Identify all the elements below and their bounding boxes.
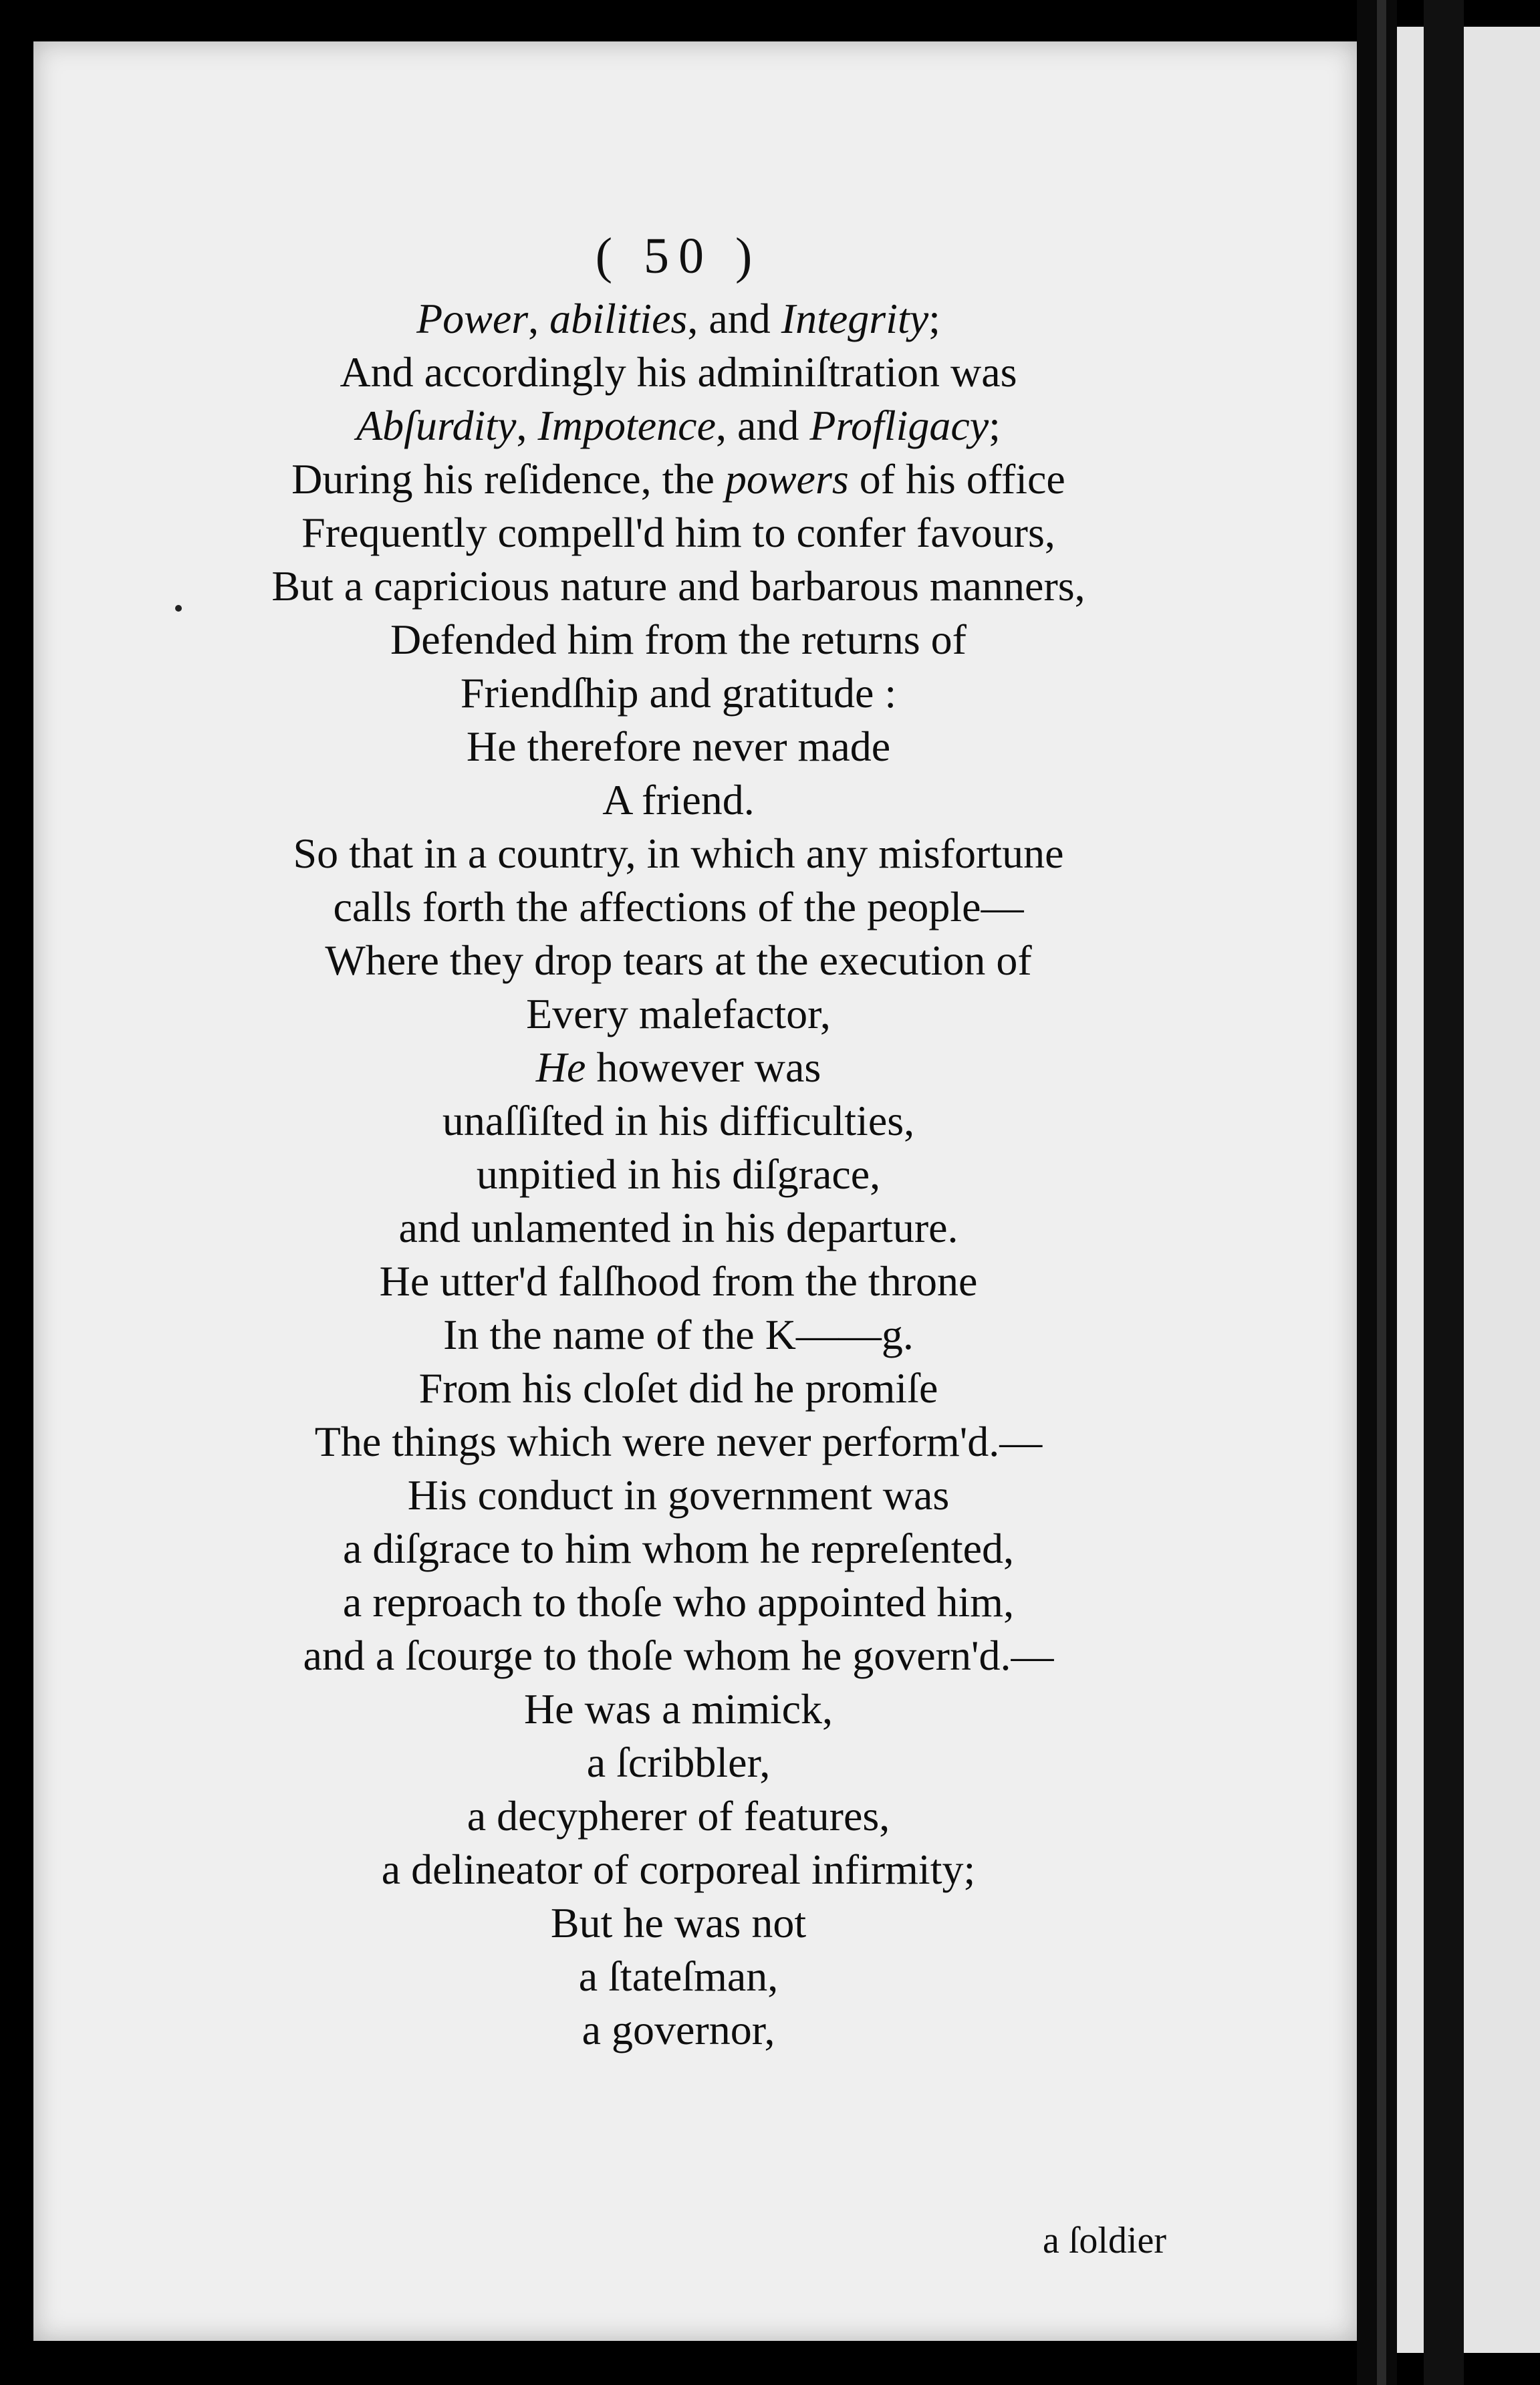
italic-text: Integrity bbox=[781, 295, 929, 342]
italic-text: Impotence bbox=[537, 402, 716, 449]
text-line bbox=[0, 1257, 1357, 1305]
text-segment: a diſgrace to him whom he repreſented, bbox=[342, 1525, 1015, 1572]
catchword: a ſoldier bbox=[1043, 2220, 1167, 2261]
text-segment: His conduct in government was bbox=[407, 1471, 950, 1519]
text-line bbox=[0, 990, 1357, 1037]
text-segment: a reproach to thoſe who appointed him, bbox=[342, 1578, 1015, 1626]
text-line bbox=[0, 1685, 1357, 1733]
text-line bbox=[0, 511, 1357, 554]
text-segment: And accordingly his adminiſtration was bbox=[340, 348, 1017, 396]
text-segment: , and bbox=[687, 295, 781, 342]
text-line bbox=[0, 1527, 1357, 1570]
text-line bbox=[0, 2006, 1357, 2053]
italic-text: abilities bbox=[549, 295, 688, 342]
text-segment: , and bbox=[715, 402, 810, 449]
text-segment: He utter'd falſhood from the throne bbox=[379, 1257, 978, 1305]
text-line bbox=[0, 832, 1357, 875]
text-line bbox=[0, 618, 1357, 661]
text-line bbox=[0, 776, 1357, 824]
text-line bbox=[0, 404, 1357, 447]
text-segment: A friend. bbox=[602, 776, 755, 824]
text-line bbox=[0, 562, 1357, 610]
facing-page-edge bbox=[1424, 0, 1464, 2385]
text-segment: a delineator of corporeal infirmity; bbox=[381, 1846, 976, 1893]
italic-text: Abſurdity bbox=[356, 402, 517, 449]
text-segment: a ſcribbler, bbox=[586, 1739, 771, 1786]
text-segment: of his office bbox=[848, 455, 1065, 503]
italic-text: Power bbox=[416, 295, 529, 342]
text-segment: a governor, bbox=[582, 2006, 775, 2053]
text-segment: During his reſidence, the bbox=[291, 455, 725, 503]
text-line bbox=[0, 1792, 1357, 1840]
text-segment: But he was not bbox=[550, 1899, 807, 1947]
text-line bbox=[0, 1741, 1357, 1784]
text-segment: ; bbox=[928, 295, 940, 342]
text-line bbox=[0, 936, 1357, 984]
text-line bbox=[0, 1150, 1357, 1198]
text-segment: Every malefactor, bbox=[526, 990, 831, 1037]
text-line bbox=[0, 455, 1357, 503]
text-segment: He was a mimick, bbox=[523, 1685, 833, 1733]
text-line bbox=[0, 1899, 1357, 1947]
text-segment: and unlamented in his departure. bbox=[398, 1204, 958, 1251]
text-line bbox=[0, 1955, 1357, 1998]
text-line bbox=[0, 883, 1357, 930]
text-segment: unpitied in his diſgrace, bbox=[476, 1150, 881, 1198]
text-segment: In the name of the K——g. bbox=[443, 1311, 914, 1358]
italic-text: Profligacy bbox=[809, 402, 989, 449]
text-line bbox=[0, 297, 1357, 340]
text-segment: Friendſhip and gratitude : bbox=[460, 669, 897, 717]
text-line bbox=[0, 1420, 1357, 1463]
text-segment: calls forth the affections of the people— bbox=[333, 883, 1024, 930]
text-segment: a decypherer of features, bbox=[467, 1792, 890, 1840]
text-segment: From his cloſet did he promiſe bbox=[418, 1364, 938, 1412]
text-segment: The things which were never perform'd.— bbox=[314, 1418, 1043, 1465]
facing-page bbox=[1397, 27, 1540, 2353]
text-line bbox=[0, 1364, 1357, 1412]
page-edge bbox=[1377, 0, 1386, 2385]
text-segment: and a ſcourge to thoſe whom he govern'd.— bbox=[303, 1632, 1054, 1679]
text-segment: ; bbox=[989, 402, 1001, 449]
text-line bbox=[0, 1848, 1357, 1891]
text-segment: Where they drop tears at the execution of bbox=[325, 936, 1032, 984]
text-segment: So that in a country, in which any misfortune bbox=[293, 830, 1064, 877]
text-line bbox=[0, 1097, 1357, 1144]
text-segment: a ſtateſman, bbox=[578, 1953, 779, 2000]
text-line bbox=[0, 669, 1357, 717]
text-segment: , bbox=[516, 402, 538, 449]
page-number-header: ( 50 ) bbox=[595, 228, 762, 284]
text-segment: unaſſiſted in his difficulties, bbox=[442, 1097, 915, 1144]
text-line bbox=[0, 1634, 1357, 1677]
text-line bbox=[0, 1578, 1357, 1626]
text-line bbox=[0, 1043, 1357, 1091]
text-line bbox=[0, 348, 1357, 396]
text-segment: , bbox=[528, 295, 550, 342]
text-segment: But a capricious nature and barbarous manners, bbox=[271, 562, 1085, 610]
text-line bbox=[0, 1471, 1357, 1519]
text-segment: however was bbox=[586, 1043, 821, 1091]
italic-text: He bbox=[535, 1043, 586, 1091]
text-line bbox=[0, 725, 1357, 768]
italic-text: powers bbox=[725, 455, 849, 503]
text-line bbox=[0, 1313, 1357, 1356]
text-segment: Frequently compell'd him to confer favours, bbox=[301, 509, 1055, 556]
text-segment: He therefore never made bbox=[466, 723, 891, 770]
text-segment: Defended him from the returns of bbox=[390, 616, 967, 663]
text-line bbox=[0, 1204, 1357, 1251]
